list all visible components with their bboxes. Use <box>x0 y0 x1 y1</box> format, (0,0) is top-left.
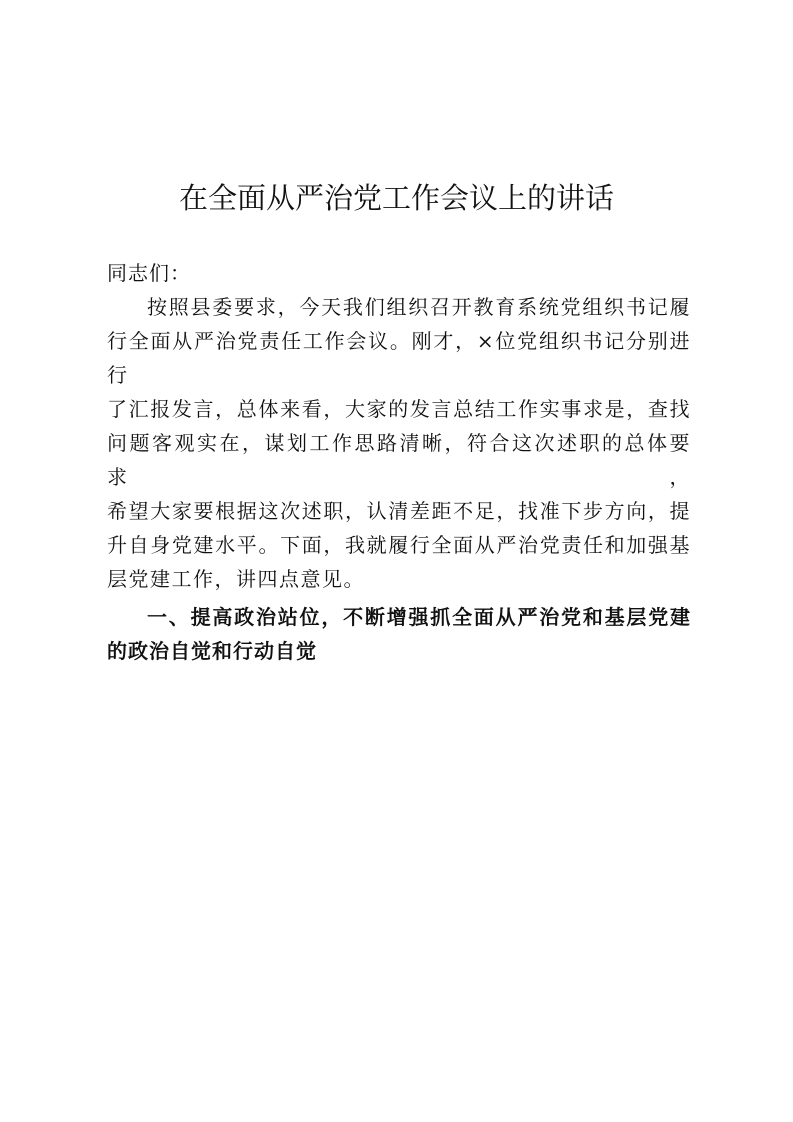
salutation: 同志们： <box>107 261 191 285</box>
paragraph-line: 了汇报发言，总体来看，大家的发言总结工作实事求是，查找 <box>107 397 691 421</box>
heading-line: 的政治自觉和行动自觉 <box>107 639 317 663</box>
paragraph-line: 行全面从严治党责任工作会议。刚才，×位党组织书记分别进行 <box>107 329 691 387</box>
heading-line: 一、提高政治站位，不断增强抓全面从严治党和基层党建 <box>147 605 691 629</box>
section-heading-1 <box>107 600 691 668</box>
paragraph-line: 希望大家要根据这次述职，认清差距不足，找准下步方向，提 <box>107 499 691 523</box>
paragraph-line: 层党建工作，讲四点意见。 <box>107 567 365 591</box>
paragraph-line: 按照县委要求，今天我们组织召开教育系统党组织书记履 <box>147 295 691 319</box>
paragraph-intro <box>107 290 691 596</box>
paragraph-line: 升自身党建水平。下面，我就履行全面从严治党责任和加强基 <box>107 533 691 557</box>
document-body <box>107 256 691 668</box>
paragraph-line: 问题客观实在，谋划工作思路清晰，符合这次述职的总体要求， <box>107 431 691 489</box>
document-title: 在全面从严治党工作会议上的讲话 <box>178 181 614 215</box>
